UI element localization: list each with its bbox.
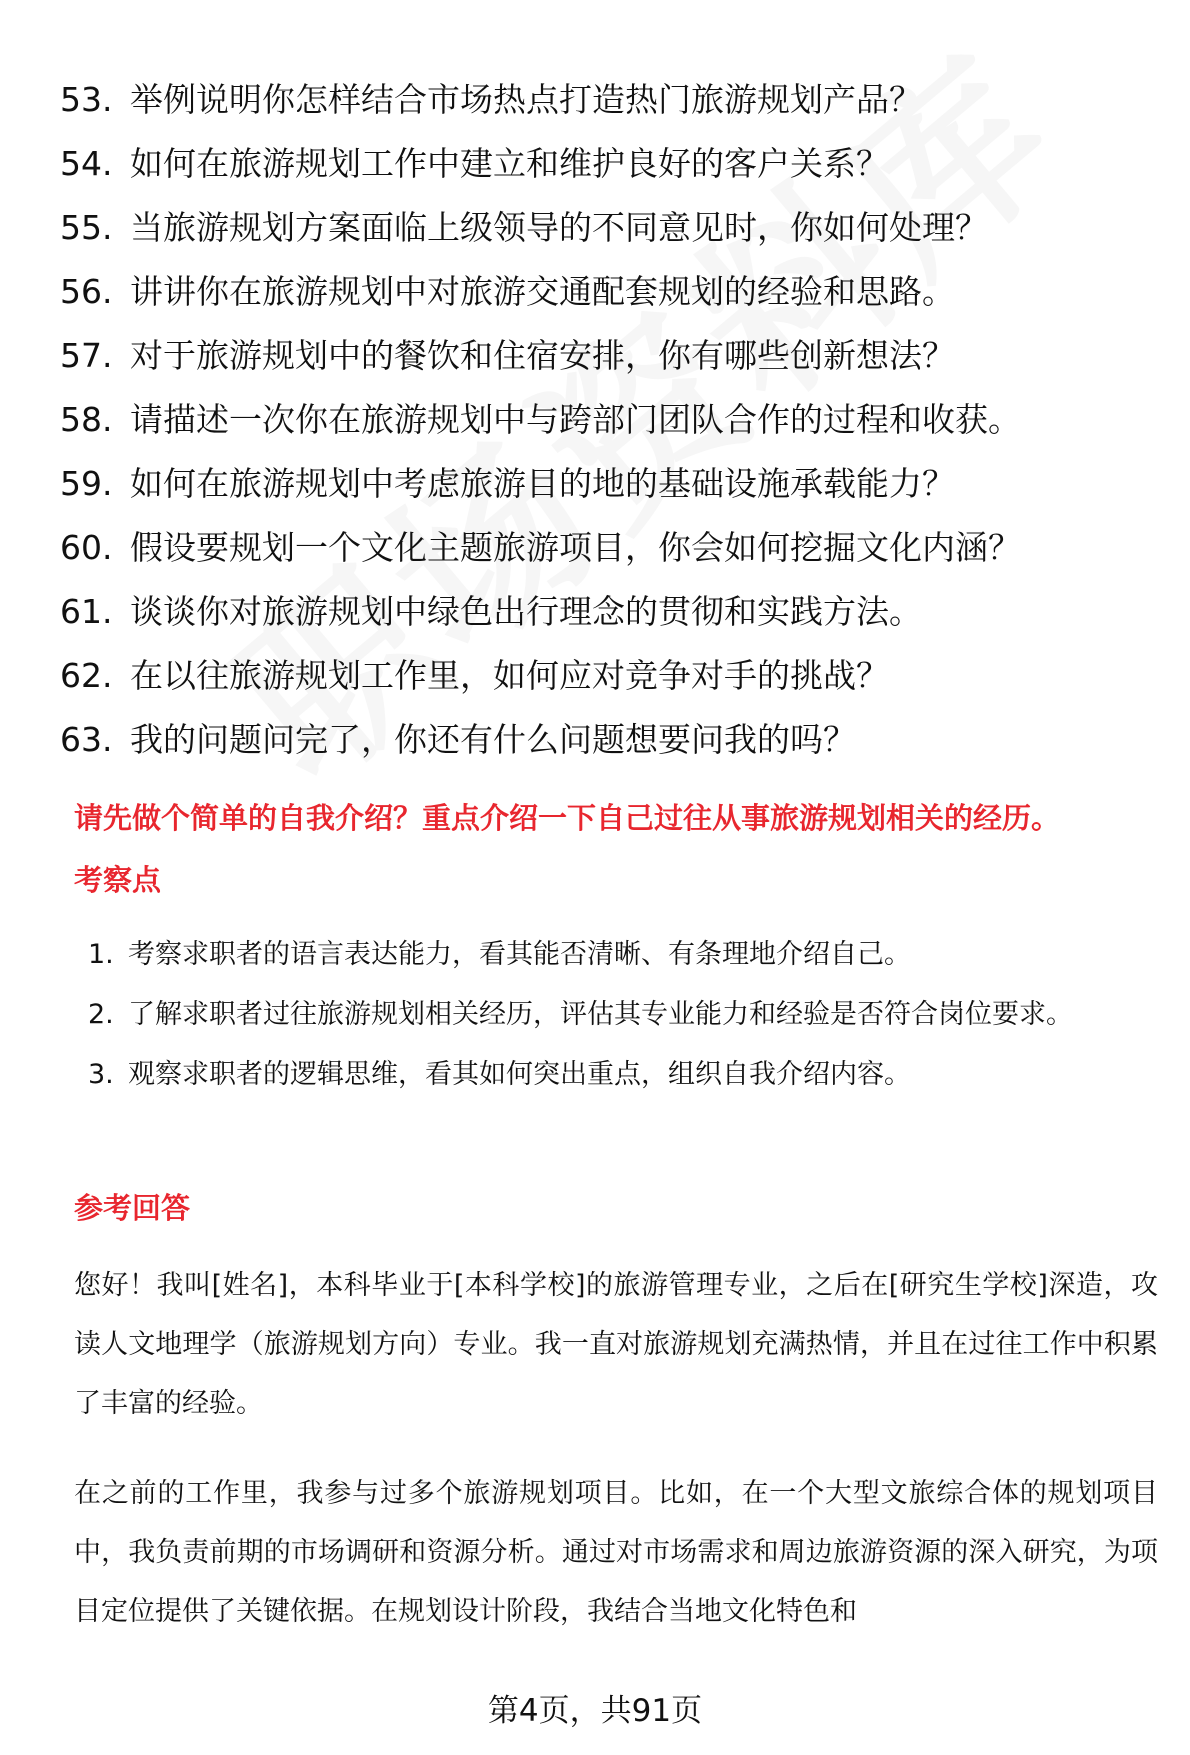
points-heading: 考察点 — [74, 863, 162, 897]
question-item — [60, 68, 1150, 132]
question-number: 62. — [60, 656, 113, 695]
question-number: 56. — [60, 272, 113, 311]
question-number: 54. — [60, 144, 113, 183]
question-list — [60, 68, 1150, 772]
question-number: 55. — [60, 208, 113, 247]
question-item — [60, 196, 1150, 260]
question-item — [60, 452, 1150, 516]
question-number: 58. — [60, 400, 113, 439]
point-number: 3. — [88, 1059, 114, 1090]
question-item — [60, 324, 1150, 388]
question-item — [60, 132, 1150, 196]
point-item — [88, 986, 1148, 1044]
question-number: 60. — [60, 528, 113, 567]
question-text: 对于旅游规划中的餐饮和住宿安排，你有哪些创新想法？ — [130, 336, 955, 375]
question-text: 假设要规划一个文化主题旅游项目，你会如何挖掘文化内涵？ — [130, 528, 1021, 567]
page-number: 第4页，共91页 — [487, 1693, 703, 1729]
question-item — [60, 644, 1150, 708]
question-text: 如何在旅游规划中考虑旅游目的地的基础设施承载能力？ — [130, 464, 955, 503]
question-number: 59. — [60, 464, 113, 503]
point-text: 了解求职者过往旅游规划相关经历，评估其专业能力和经验是否符合岗位要求。 — [128, 999, 1073, 1030]
answer-paragraph: 您好！我叫[姓名]，本科毕业于[本科学校]的旅游管理专业，之后在[研究生学校]深造，攻读人文地理学（旅游规划方向）专业。我一直对旅游规划充满热情，并且在过往工作中积累了丰富的经验。 — [74, 1270, 1158, 1419]
points-list — [88, 926, 1148, 1106]
question-number: 61. — [60, 592, 113, 631]
question-number: 57. — [60, 336, 113, 375]
question-text: 如何在旅游规划工作中建立和维护良好的客户关系？ — [130, 144, 889, 183]
point-number: 1. — [88, 939, 114, 970]
question-text: 在以往旅游规划工作里，如何应对竞争对手的挑战？ — [130, 656, 889, 695]
point-item — [88, 1046, 1148, 1104]
question-item — [60, 388, 1150, 452]
question-text: 讲讲你在旅游规划中对旅游交通配套规划的经验和思路。 — [130, 272, 955, 311]
point-text: 观察求职者的逻辑思维，看其如何突出重点，组织自我介绍内容。 — [128, 1059, 911, 1090]
question-text: 我的问题问完了，你还有什么问题想要问我的吗？ — [130, 720, 856, 759]
question-title: 请先做个简单的自我介绍？重点介绍一下自己过往从事旅游规划相关的经历。 — [74, 801, 1061, 835]
question-text: 谈谈你对旅游规划中绿色出行理念的贯彻和实践方法。 — [130, 592, 922, 631]
question-item — [60, 580, 1150, 644]
question-item — [60, 260, 1150, 324]
question-item — [60, 516, 1150, 580]
question-number: 53. — [60, 80, 113, 119]
point-item — [88, 926, 1148, 984]
question-text: 请描述一次你在旅游规划中与跨部门团队合作的过程和收获。 — [130, 400, 1021, 439]
answer-paragraph: 在之前的工作里，我参与过多个旅游规划项目。比如，在一个大型文旅综合体的规划项目中，我负责前期的市场调研和资源分析。通过对市场需求和周边旅游资源的深入研究，为项目定位提供了关键依据。在规划设计阶段，我结合当地文化特色和 — [74, 1478, 1158, 1627]
question-text: 举例说明你怎样结合市场热点打造热门旅游规划产品？ — [130, 80, 922, 119]
point-text: 考察求职者的语言表达能力，看其能否清晰、有条理地介绍自己。 — [128, 939, 911, 970]
answer-heading: 参考回答 — [74, 1191, 191, 1225]
question-text: 当旅游规划方案面临上级领导的不同意见时，你如何处理？ — [130, 208, 988, 247]
point-number: 2. — [88, 999, 114, 1030]
question-number: 63. — [60, 720, 113, 759]
question-item — [60, 708, 1150, 772]
